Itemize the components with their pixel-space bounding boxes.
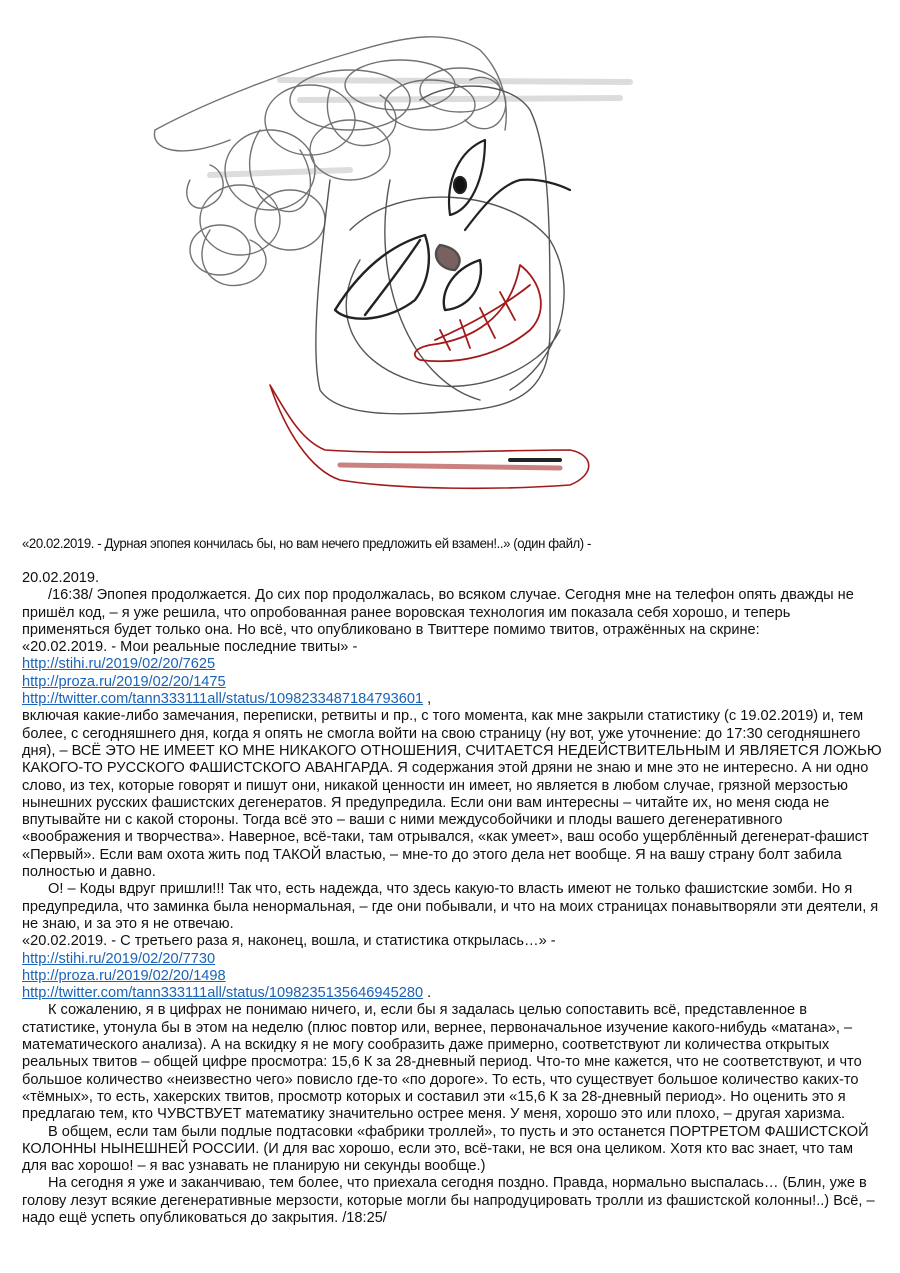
teeth xyxy=(415,265,541,361)
stihi-link[interactable]: http://stihi.ru/2019/02/20/7625 xyxy=(22,656,216,673)
paragraph: К сожалению, я в цифрах не понимаю ничего, и, если бы я задалась целью сопоставить всё, представленное в статистике, утонула бы в этом на неделю (плюс повтор или, вернее, первоначальное изучение какого-нибудь «матана», – математического анализа). А на вскидку я не могу сообразить даже примерно, соответствуют ли количества открытых реальных твитов – общей цифре просмотра: 15,6 К за 28-дневный период. Что-то мне кажется, что не соответствуют, и что большое количество «неизвестно чего» повисло где-то «по дороге». То есть, что существует большое количество каких-то «тёмных», то есть, хакерских твитов, просмотр которых и составил эти «15,6 К за 28-дневный период». Но оценить это я предлагаю тем, кто ЧУВСТВУЕТ математику значительно острее меня. У меня, хорошо это или плохо, – другая харизма. xyxy=(22,1002,862,1123)
paragraph: /16:38/ Эпопея продолжается. До сих пор продолжалась, во всяком случае. Сегодня мне на телефон опять дважды не пришёл код, – я уже решила, что опробованная ранее воровская технология им показала себя хорошо, и теперь применяться будет только она. Но всё, что опубликовано в Твиттере помимо твитов, отражённых на скрине: xyxy=(22,587,854,638)
proza-link[interactable]: http://proza.ru/2019/02/20/1475 xyxy=(22,673,226,690)
entry-date: 20.02.2019. xyxy=(22,570,100,586)
hair-scribble xyxy=(154,37,506,286)
figure-caption: «20.02.2019. - Дурная эпопея кончилась бы, но вам нечего предложить ей взамен!..» (один файл) - xyxy=(22,536,592,552)
quote-title: «20.02.2019. - Мои реальные последние твиты» - xyxy=(22,639,358,656)
paragraph: О! – Коды вдруг пришли!!! Так что, есть надежда, что здесь какую-то власть имеют не только фашистские зомби. Но я предупредила, что заминка была ненормальная, – где они побывали, и что на моих страницах понавытворяли эти деятели, я не знаю, и за это я не отвечаю. xyxy=(22,881,879,932)
lower-stroke xyxy=(270,385,589,488)
twitter-link[interactable]: http://twitter.com/tann333111all/status/1098235135646945280 xyxy=(22,985,424,1002)
document-body xyxy=(22,570,882,1227)
paragraph: В общем, если там были подлые подтасовки «фабрики троллей», то пусть и это останется ПОРТРЕТОМ ФАШИСТСКОЙ КОЛОННЫ НЫНЕШНЕЙ РОССИИ. (И для вас хорошо, если это, всё-таки, не вся она целиком. Хотя кто вас знает, что там для вас хорошо! – я вас узнавать не планирую ни секунды вообще.) xyxy=(22,1123,869,1175)
eye xyxy=(449,140,570,230)
twitter-link[interactable]: http://twitter.com/tann333111all/status/1098233487184793601 xyxy=(22,691,424,708)
eyebrow-nose xyxy=(335,235,481,319)
link-suffix: , xyxy=(423,691,432,708)
proza-link[interactable]: http://proza.ru/2019/02/20/1498 xyxy=(22,967,226,984)
link-suffix: . xyxy=(423,985,432,1002)
stihi-link[interactable]: http://stihi.ru/2019/02/20/7730 xyxy=(22,950,216,967)
paragraph: На сегодня я уже и заканчиваю, тем более, что приехала сегодня поздно. Правда, нормально выспалась… (Блин, уже в голову лезут всякие дегенеративные мерзости, которые могли бы напродуцировать тролли из фашистской колонны!..) Всё, – надо ещё успеть опубликоваться до закрытия. /18:25/ xyxy=(22,1175,875,1226)
quote-title: «20.02.2019. - С третьего раза я, наконец, вошла, и статистика открылась…» - xyxy=(22,933,556,950)
paragraph: включая какие-либо замечания, переписки, ретвиты и пр., с того момента, как мне закрыли статистику (с 19.02.2019) и, тем более, с сегодняшнего дня, когда я опять не смогла войти на свою страницу (ну вот, уже уточнение: до 17:30 сегодняшнего дня), – ВСЁ ЭТО НЕ ИМЕЕТ КО МНЕ НИКАКОГО ОТНОШЕНИЯ, СЧИТАЕТСЯ НЕДЕЙСТВИТЕЛЬНЫМ И ЯВЛЯЕТСЯ ЛОЖЬЮ КАКОГО-ТО РУССКОГО ФАШИСТСКОГО АВАНГАРДА. Я содержания этой дряни не знаю и мне это не интересно. А ни одно слово, из тех, которые говорят и пишут они, никакой ценности ин имеет, но является в любом случае, грязной мерзостью нынешних русских фашистских дегенератов. Я предупредила. Если они вам интересны – читайте их, но меня сюда не впутывайте ни с какой стороны. Тогда всё это – ваши с ними междусобойчики и плоды вашего дегенеративного «воображения и творчества». Наверное, всё-таки, там отрывался, «как умеет», ваш особо ущерблённый дегенерат-фашист «Первый». Если вам охота жить под ТАКОЙ властью, – мне-то до этого дела нет вообще. Я на вашу страну болт забила полностью и давно. xyxy=(22,708,882,881)
scribble-portrait-drawing xyxy=(150,30,700,500)
